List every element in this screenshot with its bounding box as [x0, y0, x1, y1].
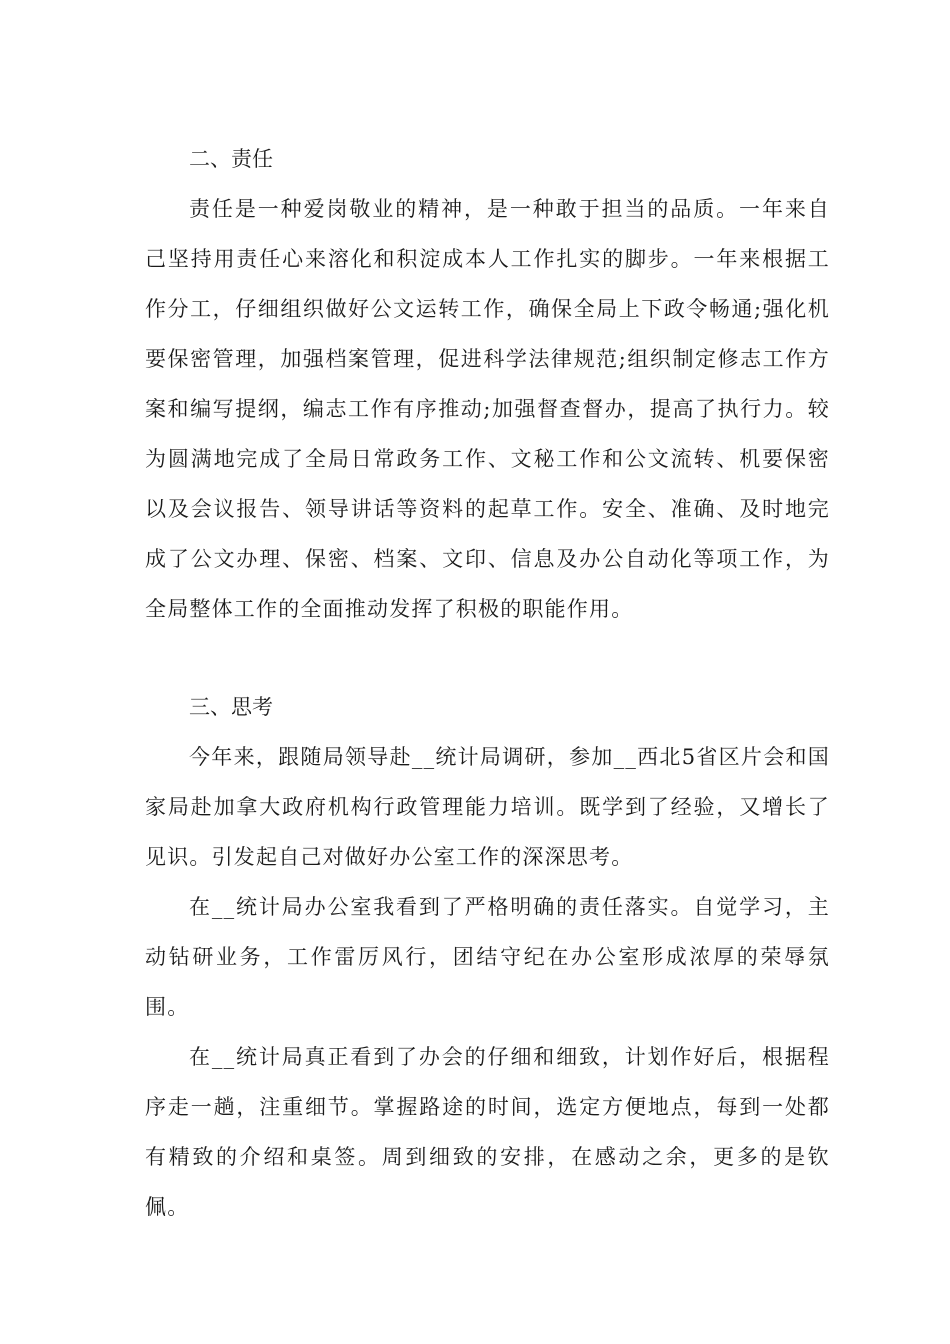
paragraph: 在__统计局真正看到了办会的仔细和细致，计划作好后，根据程序走一趟，注重细节。掌握路途的时间，选定方便地点，每到一处都有精致的介绍和桌签。周到细致的安排，在感动之余，更多的是钦佩。: [145, 1045, 830, 1219]
document-body: [145, 134, 830, 1232]
section-heading-responsibility: 二、责任: [189, 147, 273, 171]
paragraph: 在__统计局办公室我看到了严格明确的责任落实。自觉学习，主动钻研业务，工作雷厉风行，团结守纪在办公室形成浓厚的荣辱氛围。: [145, 895, 830, 1019]
paragraph: 今年来，跟随局领导赴__统计局调研，参加__西北5省区片会和国家局赴加拿大政府机构行政管理能力培训。既学到了经验，又增长了见识。引发起自己对做好办公室工作的深深思考。: [145, 745, 830, 869]
paragraph: 责任是一种爱岗敬业的精神，是一种敢于担当的品质。一年来自己坚持用责任心来溶化和积淀成本人工作扎实的脚步。一年来根据工作分工，仔细组织做好公文运转工作，确保全局上下政令畅通;强化机要保密管理，加强档案管理，促进科学法律规范;组织制定修志工作方案和编写提纲，编志工作有序推动;加强督查督办，提高了执行力。较为圆满地完成了全局日常政务工作、文秘工作和公文流转、机要保密以及会议报告、领导讲话等资料的起草工作。安全、准确、及时地完成了公文办理、保密、档案、文印、信息及办公自动化等项工作，为全局整体工作的全面推动发挥了积极的职能作用。: [145, 197, 830, 621]
section-spacer: [145, 634, 830, 682]
section-heading-reflection: 三、思考: [189, 695, 273, 719]
